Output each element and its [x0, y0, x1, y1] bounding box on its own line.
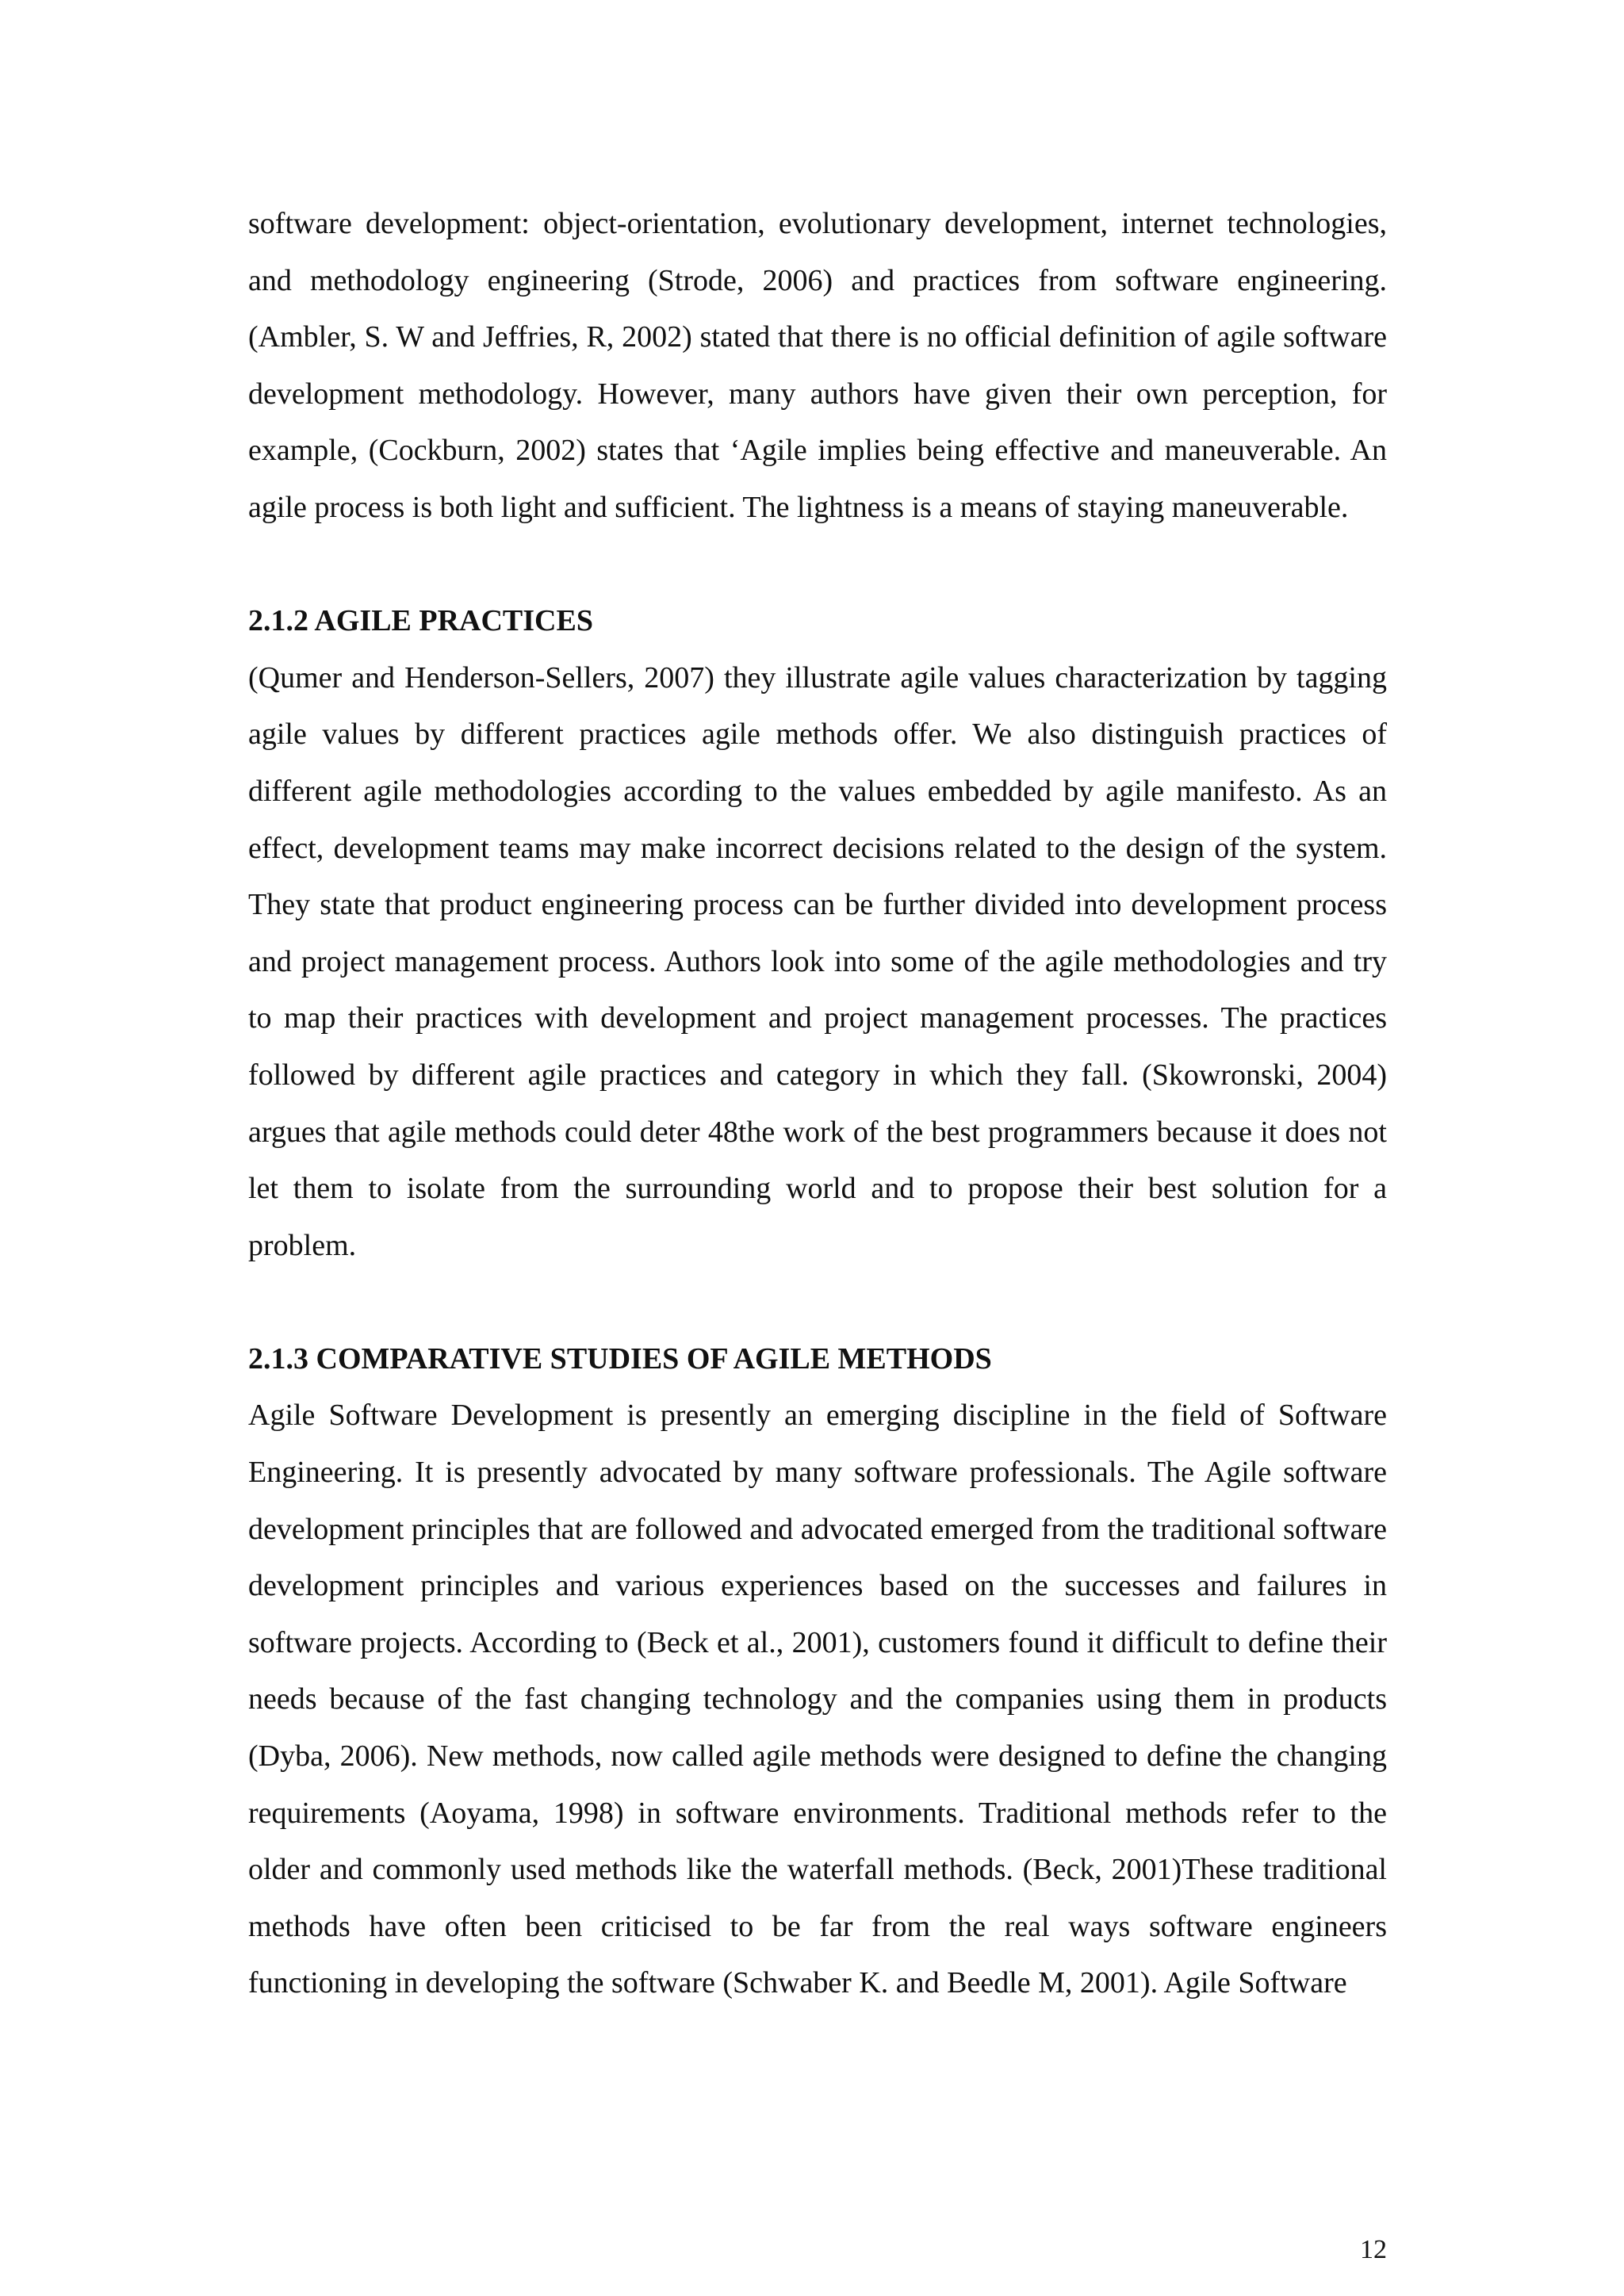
intro-paragraph: software development: object-orientation, evolutionary development, internet technologies, and methodology engineering (Strode, 2006) and practices from software engineering. (Ambler, S. W and Jeffries, R, 2002) stated that there is no official definition of agile software development methodology. However, many authors have given their own perception, for example, (Cockburn, 2002) states that ‘Agile implies being effective and maneuverable. An agile process is both light and sufficient. The lightness is a means of staying maneuverable. [248, 207, 1387, 524]
section-gap [248, 537, 1387, 594]
comparative-studies-paragraph: Agile Software Development is presently an emerging discipline in the field of Software Engineering. It is presently advocated by many software professionals. The Agile software development principles that are followed and advocated emerged from the traditional software development principles and various experiences based on the successes and failures in software projects. According to (Beck et al., 2001), customers found it difficult to define their needs because of the fast changing technology and the companies using them in products (Dyba, 2006). New methods, now called agile methods were designed to define the changing requirements (Aoyama, 1998) in software environments. Traditional methods refer to the older and commonly used methods like the waterfall methods. (Beck, 2001)These traditional methods have often been criticised to be far from the real ways software engineers functioning in developing the software (Schwaber K. and Beedle M, 2001). Agile Software [248, 1399, 1387, 2000]
section-heading-agile-practices: 2.1.2 AGILE PRACTICES [248, 604, 593, 638]
agile-practices-paragraph: (Qumer and Henderson-Sellers, 2007) they illustrate agile values characterization by tagging agile values by different practices agile methods offer. We also distinguish practices of different agile methodologies according to the values embedded by agile manifesto. As an effect, development teams may make incorrect decisions related to the design of the system. They state that product engineering process can be further divided into development process and project management process. Authors look into some of the agile methodologies and try to map their practices with development and project management processes. The practices followed by different agile practices and category in which they fall. (Skowronski, 2004) argues that agile methods could deter 48the work of the best programmers because it does not let them to isolate from the surrounding world and to propose their best solution for a problem. [248, 660, 1387, 1262]
section-gap [248, 1274, 1387, 1331]
page-number: 12 [1360, 2235, 1387, 2264]
section-heading-comparative-studies: 2.1.3 COMPARATIVE STUDIES OF AGILE METHODS [248, 1341, 992, 1376]
page-body [248, 196, 1387, 2012]
